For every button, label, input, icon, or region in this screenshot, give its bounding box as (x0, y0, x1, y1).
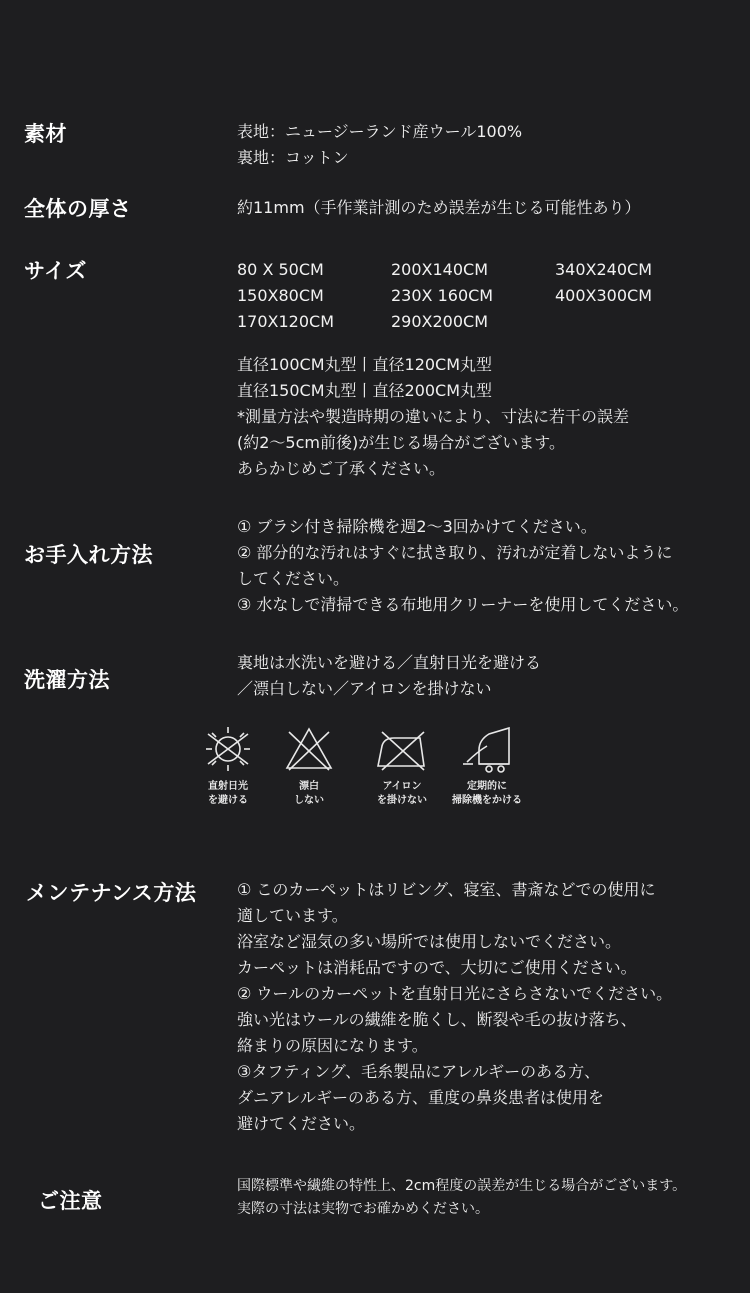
maintenance-line: ③タフティング、毛糸製品にアレルギーのある方、 (237, 1062, 601, 1081)
size-cell: 290X200CM (391, 312, 489, 331)
maintenance-line: 浴室など湿気の多い場所では使用しないでください。 (237, 932, 622, 951)
caption-line: を掛けない (377, 795, 427, 806)
size-cell: 230X 160CM (391, 286, 494, 305)
washing-line: 裏地は水洗いを避ける／直射日光を避ける (237, 653, 542, 672)
maintenance-line: 適しています。 (237, 906, 348, 925)
caption-line: 漂白 (299, 781, 319, 792)
washing-text (237, 650, 541, 702)
care-line: ① ブラシ付き掃除機を週2～3回かけてください。 (237, 517, 597, 536)
maintenance-text (237, 877, 672, 1137)
no-bleach-icon (281, 724, 337, 774)
caption-line: しない (294, 795, 324, 806)
maintenance-line: 避けてください。 (237, 1114, 366, 1133)
vacuum-item (442, 724, 532, 808)
size-cell: 200X140CM (391, 260, 489, 279)
maintenance-line: ① このカーペットはリビング、寝室、書斎などでの使用に (237, 880, 656, 899)
thickness-label: 全体の厚さ (24, 197, 132, 221)
care-label: お手入れ方法 (24, 543, 153, 567)
size-note-line: (約2～5cm前後)が生じる場合がございます。 (237, 433, 565, 452)
size-cell: 400X300CM (555, 286, 653, 305)
maintenance-label: メンテナンス方法 (26, 881, 197, 905)
care-text (237, 514, 688, 618)
no-bleach-item (264, 724, 354, 808)
maintenance-line: ② ウールのカーペットを直射日光にさらさないでください。 (237, 984, 673, 1003)
sunlight-avoid-caption (183, 780, 273, 808)
no-iron-item (357, 724, 447, 808)
material-label: 素材 (24, 122, 67, 146)
caption-line: 定期的に (467, 781, 507, 792)
washing-label: 洗濯方法 (24, 668, 110, 692)
caption-line: アイロン (382, 781, 422, 792)
size-note-line: あらかじめご了承ください。 (237, 459, 446, 478)
maintenance-line: 絡まりの原因になります。 (237, 1036, 428, 1055)
vacuum-caption (442, 780, 532, 808)
size-cell: 150X80CM (237, 286, 324, 305)
notice-line: 実際の寸法は実物でお確かめください。 (237, 1201, 489, 1217)
size-note-line: *測量方法や製造時期の違いにより、寸法に若干の誤差 (237, 407, 630, 426)
notice-text (237, 1175, 686, 1221)
sunlight-avoid-icon (200, 724, 256, 774)
maintenance-line: 強い光はウールの繊維を脆くし、断裂や毛の抜け落ち、 (237, 1010, 637, 1029)
size-cell: 80 X 50CM (237, 260, 324, 279)
sunlight-avoid-item (183, 724, 273, 808)
care-icons (190, 724, 550, 824)
washing-line: ／漂白しない／アイロンを掛けない (237, 679, 492, 698)
notice-label: ご注意 (38, 1189, 103, 1213)
no-bleach-caption (264, 780, 354, 808)
care-line: ③ 水なしで清掃できる布地用クリーナーを使用してください。 (237, 595, 689, 614)
care-line: ② 部分的な汚れはすぐに拭き取り、汚れが定着しないように (237, 543, 673, 562)
notice-line: 国際標準や繊維の特性上、2cm程度の誤差が生じる場合がございます。 (237, 1178, 687, 1194)
maintenance-line: ダニアレルギーのある方、重度の鼻炎患者は使用を (237, 1088, 604, 1107)
thickness-text: 約11mm（手作業計測のため誤差が生じる可能性あり） (237, 198, 641, 217)
caption-line: を避ける (208, 795, 248, 806)
care-line: してください。 (237, 569, 350, 588)
size-cell: 170X120CM (237, 312, 335, 331)
material-line: 裏地：コットン (237, 148, 349, 167)
size-label: サイズ (24, 259, 87, 283)
size-note-line: 直径100CM丸型丨直径120CM丸型 (237, 355, 493, 374)
material-line: 表地：ニュージーランド産ウール100% (237, 122, 523, 141)
caption-line: 掃除機をかける (452, 795, 522, 806)
no-iron-caption (357, 780, 447, 808)
maintenance-line: カーペットは消耗品ですので、大切にご使用ください。 (237, 958, 637, 977)
no-iron-icon (372, 724, 432, 774)
size-note-line: 直径150CM丸型丨直径200CM丸型 (237, 381, 493, 400)
size-cell: 340X240CM (555, 260, 653, 279)
vacuum-icon (457, 724, 517, 774)
caption-line: 直射日光 (208, 781, 248, 792)
size-notes (237, 352, 629, 482)
material-text (237, 119, 522, 171)
